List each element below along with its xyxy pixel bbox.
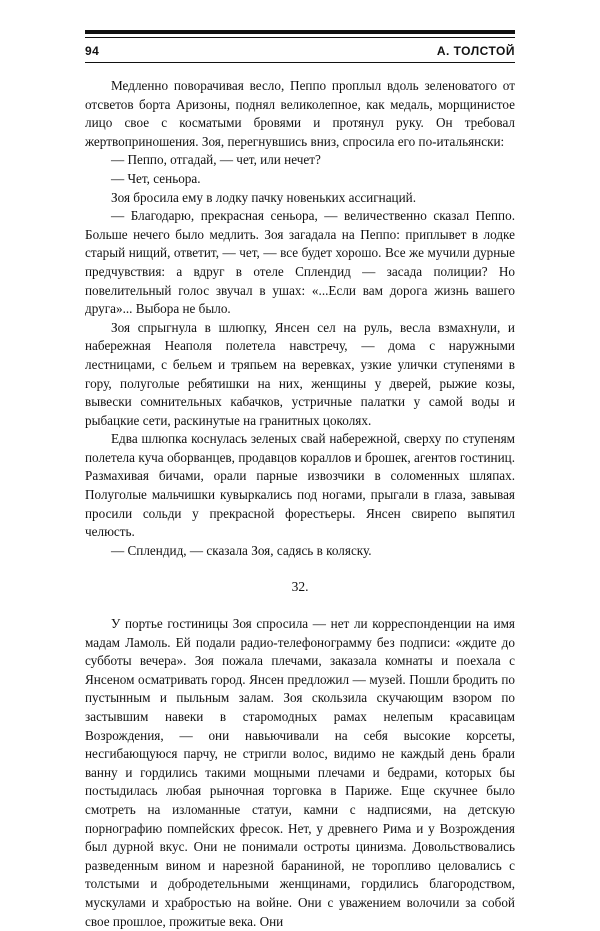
running-header [85,44,515,58]
chapter-number: 32. [291,579,309,595]
paragraph: Зоя спрыгнула в шлюпку, Янсен сел на руль, весла взмахнули, и набережная Неаполя полетела навстречу, — дома с наружными лестницами, с бельем и тряпьем на веревках, узкие улички ступенями в гору, полуголые ребятишки на них, женщины у дверей, рыжие козы, вывески сомнительных кабачков, устричные палатки у самой воды и рыбацкие сети, раскинутые на гранитных цоколях. [85,319,515,428]
paragraph: Едва шлюпка коснулась зеленых свай набережной, сверху по ступеням полетела куча оборванцев, продавцов кораллов и брошек, агентов гостиниц. Размахивая бичами, орали парные извозчики в соломенных шляпах. Полуголые мальчишки кувыркались под ногами, прыгали в глаза, завывая просили сольди у прекрасной форестьеры. Янсен свирепо выпятил челюсть. [85,431,515,540]
header-top-rule-thick [85,30,515,34]
paragraph: — Благодарю, прекрасная сеньора, — величественно сказал Пеппо. Больше нечего было медлить. Зоя загадала на Пеппо: приплывет в лодке старый нищий, ответит, — чет, — все будет хорошо. Все же мучили дурные предчувствия: а вдруг в отеле Сплендид — засада полиции? Но повелительный голос звучал в ушах: «...Если вам дорога жизнь вашего друга»... Выбора не было. [85,208,515,317]
paragraph: Медленно поворачивая весло, Пеппо проплыл вдоль зеленоватого от отсветов борта Аризоны, поднял великолепное, как медаль, морщинистое лицо свое с косматыми бровями и протянул руку. Он требовал жертвоприношения. Зоя, перегнувшись вниз, спросила его по-итальянски: [85,78,515,149]
paragraph: Зоя бросила ему в лодку пачку новеньких ассигнаций. [111,189,417,205]
paragraph: — Пеппо, отгадай, — чет, или нечет? [111,152,321,168]
running-author: А. ТОЛСТОЙ [436,44,515,58]
header-bottom-rule [85,62,515,63]
body-text [85,77,515,931]
page-number: 94 [85,44,100,58]
book-page [85,30,515,931]
paragraph: — Сплендид, — сказала Зоя, садясь в коляску. [111,542,372,558]
header-top-rule-thin [85,37,515,38]
paragraph: — Чет, сеньора. [111,170,201,186]
paragraph: У портье гостиницы Зоя спросила — нет ли корреспонденции на имя мадам Ламоль. Ей подали радио-телефонограмму без подписи: «ждите до субботы вечера». Зоя пожала плечами, заказала комнаты и поехала с Янсеном осматривать город. Янсен предложил — музей. Пошли бродить по пустынным и пыльным залам. Зоя скользила скучающим взором по застывшим навеки в старомодных рамах нелепым красавицам Возрождения, — они навьючивали на себя высокие корсеты, несгибающуюся парчу, не стригли волос, видимо не каждый день брали ванну и гордились такими мощными плечами и бедрами, которых бы постыдилась любая рыночная торговка в Париже. Еще скучнее было смотреть на изломанные статуи, камни с надписями, на детскую порнографию помпейских фресок. Нет, у древнего Рима и у Возрождения был дурной вкус. Они не понимали остроты цинизма. Довольствовались разведенным вином и нарезной бараниной, не торопливо целовались с толстыми и добродетельными женщинами, гордились благородством, мускулами и храбростью на войне. Они с уважением волочили за собой свое прошлое, прожитые века. Они [85,616,515,929]
